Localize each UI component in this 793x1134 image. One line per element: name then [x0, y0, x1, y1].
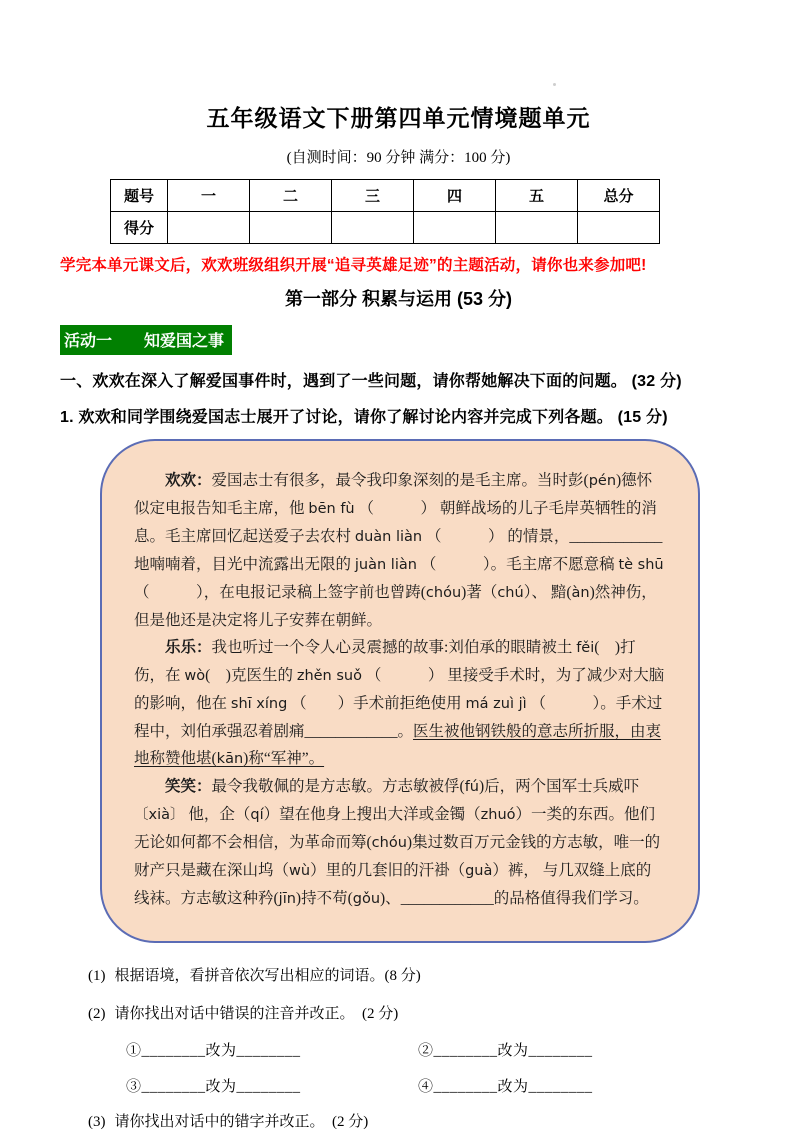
pinyin-text: zhěn suǒ: [296, 668, 362, 684]
score-table-score-cell: [414, 212, 496, 244]
pinyin-text: 〔xià〕: [134, 807, 185, 823]
dialogue-text: )后，两个国军士兵威吓: [478, 778, 640, 795]
question-item-3: [88, 1111, 737, 1134]
pinyin-text: shī xíng: [230, 696, 288, 712]
question-label: (2): [88, 1005, 106, 1022]
pinyin-text: duàn liàn: [354, 529, 423, 545]
dialogue-text: ）望在他身上搜出大洋或金镯（: [263, 806, 481, 823]
dialogue-text: )持不苟(: [295, 890, 353, 907]
question-one-intro: 1. 欢欢和同学围绕爱国志士展开了讨论，请你了解讨论内容并完成下列各题。 (15 分): [60, 409, 668, 426]
dialogue-paragraph: [134, 467, 666, 634]
dialogue-text: （ ） 的情景，: [422, 528, 570, 545]
pinyin-text: fú: [464, 779, 479, 795]
dialogue-text: 他，企（: [184, 806, 251, 823]
pinyin-text: juàn liàn: [354, 557, 417, 573]
dialogue-text: ）里的几套旧的汗褂（: [310, 862, 466, 879]
dialogue-text: ( )打伤，在: [134, 639, 636, 684]
dialogue-paragraph: [134, 773, 666, 913]
pinyin-text: jīn: [278, 891, 296, 907]
pinyin-text: wù: [289, 863, 311, 879]
pinyin-text: chú: [497, 585, 524, 601]
score-table-score-cell: [578, 212, 660, 244]
score-table-column-header: 一: [168, 180, 250, 212]
pinyin-text: tè shū: [618, 557, 664, 573]
dialogue-text: （ ） 里接受手术时，为了减少对大脑的影响，他在: [134, 667, 665, 712]
dialogue-text: )集过数百万元金钱的方志敏，唯一的财产只是藏在深山坞（: [134, 834, 661, 879]
score-table-score-label: 得分: [111, 212, 168, 244]
dialogue-text: )德怀似定电报告知毛主席，他: [134, 472, 653, 517]
dialogue-text: ）一类的东西。他们无论如何都不会相信，为革命而筹(: [134, 806, 656, 851]
score-table-body: [111, 180, 660, 244]
part-one-heading: 第一部分 积累与运用 (53 分): [284, 289, 512, 309]
score-table-row: [111, 180, 660, 212]
dialogue-text: )、: [380, 890, 401, 907]
dialogue-text: 。: [397, 723, 414, 740]
score-table-corner-label: 题号: [111, 180, 168, 212]
dialogue-text: 最令我敬佩的是方志敏。方志敏被俘(: [211, 778, 465, 795]
sub-questions: [88, 965, 737, 1134]
pinyin-text: má zuì jì: [465, 696, 527, 712]
answer-blank-item: ③________改为________: [126, 1079, 301, 1095]
answer-blank-item: ②________改为________: [418, 1043, 593, 1059]
dialogue-text: （ ），在电报记录稿上签字前也曾踌(: [134, 584, 426, 601]
score-table-column-header: 四: [414, 180, 496, 212]
answer-blank-item: ①________改为________: [126, 1043, 301, 1059]
pinyin-text: chóu: [371, 835, 407, 851]
dialogue-text: （ ）手术前拒绝使用: [287, 695, 466, 712]
dialogue-text: （ ） 朝鲜战场的儿子毛岸英牺牲的消息。毛主席回忆起送爱子去农村: [134, 500, 657, 545]
pinyin-text: qí: [250, 807, 264, 823]
pinyin-text: fěi: [576, 640, 595, 656]
pinyin-text: gǒu: [352, 891, 381, 907]
speaker-label: 欢欢：: [165, 472, 212, 489]
question-item-1: [88, 965, 737, 988]
page-artifact-dot: [553, 83, 556, 86]
pinyin-text: wò: [184, 668, 206, 684]
score-table-column-header: 二: [250, 180, 332, 212]
underlined-text: 医生被他钢铁般的意志所折服，由衷地称赞他堪(: [134, 723, 662, 767]
question-item-2: [88, 1003, 737, 1026]
dialogue-text: 地喃喃着，目光中流露出无限的: [134, 556, 355, 573]
score-table-column-header: 五: [496, 180, 578, 212]
dialogue-text: （ ）。手术过程中，刘伯承强忍着剧痛: [134, 695, 663, 740]
pinyin-text: àn: [571, 585, 590, 601]
score-table-score-cell: [496, 212, 578, 244]
pinyin-text: pén: [588, 473, 617, 489]
score-table-score-cell: [250, 212, 332, 244]
score-table-row: [111, 212, 660, 244]
section-intro: 一、欢欢在深入了解爱国事件时，遇到了一些问题，请你帮她解决下面的问题。 (32 分): [60, 373, 682, 390]
question-text: 根据语境，看拼音依次写出相应的词语。(8 分): [114, 968, 421, 984]
dialogue-box: [100, 439, 700, 943]
notice-banner: 学完本单元课文后，欢欢班级组织开展“追寻英雄足迹”的主题活动，请你也来参加吧!: [60, 257, 647, 274]
fill-blank: ____________: [400, 890, 494, 907]
answer-grid: [126, 1039, 737, 1096]
fill-blank: ____________: [304, 723, 398, 740]
pinyin-text: zhuó: [480, 807, 516, 823]
score-table-column-header: 三: [332, 180, 414, 212]
fill-blank: ____________: [569, 528, 663, 545]
question-label: (1): [88, 968, 106, 984]
score-table: [110, 179, 660, 244]
dialogue-text: )然神伤，但是他还是决定将儿子安葬在朝鲜。: [134, 584, 657, 629]
underlined-text: )称“军神”。: [243, 750, 325, 767]
question-text: 请你找出对话中的错字并改正。 (2 分): [114, 1114, 369, 1130]
dialogue-text: ）裤， 与几双缝上底的线袜。方志敏这种矜(: [134, 862, 652, 907]
question-text: 请你找出对话中错误的注音并改正。 (2 分): [114, 1005, 399, 1022]
pinyin-text: bēn fù: [308, 501, 355, 517]
score-table-column-header: 总分: [578, 180, 660, 212]
dialogue-text: ( )克医生的: [205, 667, 297, 684]
dialogue-text: （ ）。毛主席不愿意稿: [416, 556, 619, 573]
question-label: (3): [88, 1114, 106, 1130]
dialogue-paragraph: [134, 634, 666, 773]
score-table-score-cell: [332, 212, 414, 244]
speaker-label: 笑笑：: [165, 778, 212, 795]
exam-meta: (自测时间：90 分钟 满分：100 分): [286, 150, 511, 166]
dialogue-text: 爱国志士有很多，最令我印象深刻的是毛主席。当时彭(: [211, 472, 589, 489]
dialogue-text: 的品格值得我们学习。: [493, 890, 649, 907]
dialogue-text: )著（: [461, 584, 498, 601]
dialogue-text: ）、 黯(: [523, 584, 572, 601]
pinyin-text: kān: [216, 751, 244, 767]
pinyin-text: guà: [465, 863, 493, 879]
activity-badge: 活动一 知爱国之事: [60, 325, 232, 355]
score-table-score-cell: [168, 212, 250, 244]
page-title: 五年级语文下册第四单元情境题单元: [206, 106, 591, 131]
pinyin-text: chóu: [425, 585, 462, 601]
answer-blank-item: ④________改为________: [418, 1079, 593, 1095]
dialogue-text: 我也听过一个令人心灵震撼的故事:刘伯承的眼睛被土: [211, 639, 577, 656]
speaker-label: 乐乐：: [165, 639, 212, 656]
